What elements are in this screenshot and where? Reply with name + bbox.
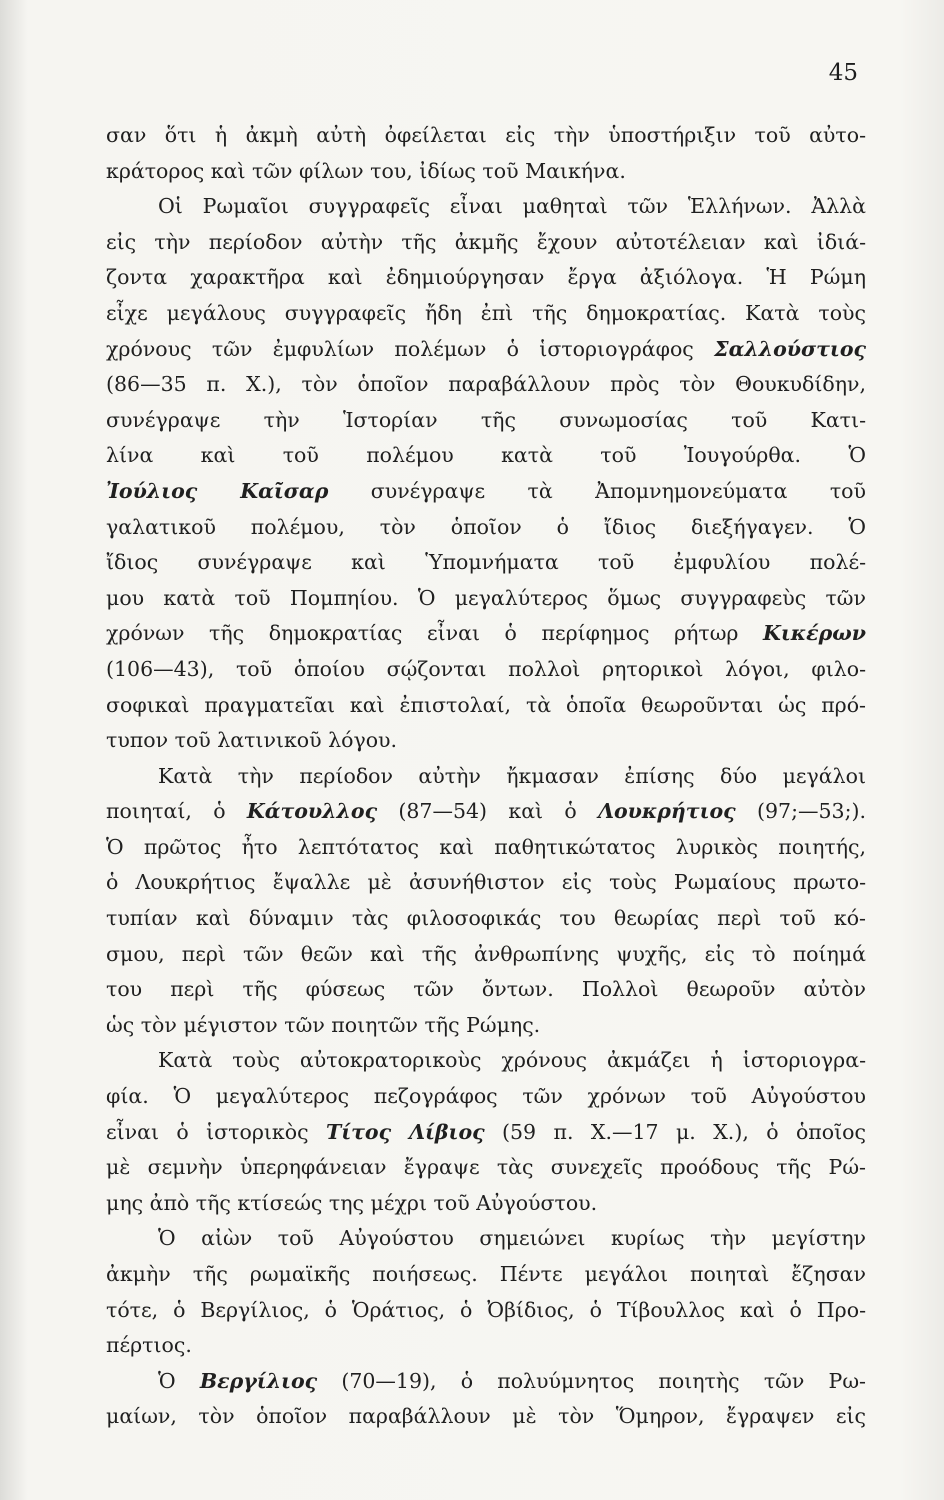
author-name: Τίτος Λίβιος (325, 1119, 485, 1144)
text-line: Ὁ πρῶτος ἦτο λεπτότατος καὶ παθητικώτατος λυρικὸς ποιητής, (106, 834, 866, 859)
text-line: τότε, ὁ Βεργίλιος, ὁ Ὁράτιος, ὁ Ὀβίδιος, ὁ Τίβουλλος καὶ ὁ Προ- (106, 1297, 866, 1322)
author-name: Κικέρων (763, 621, 866, 646)
text-line: σοφικαὶ πραγματεῖαι καὶ ἐπιστολαί, τὰ ὁποῖα θεωροῦνται ὡς πρό- (106, 692, 866, 717)
text-line: τυπίαν καὶ δύναμιν τὰς φιλοσοφικάς του θεωρίας περὶ τοῦ κό- (106, 906, 866, 931)
text-line: ὁ Λουκρήτιος ἔψαλλε μὲ ἀσυνήθιστον εἰς τοὺς Ρωμαίους πρωτο- (106, 870, 866, 895)
text-line: (86—35 π. Χ.), τὸν ὁποῖον παραβάλλουν πρὸς τὸν Θουκυδίδην, (106, 372, 866, 397)
text-line: Κατὰ τὴν περίοδον αὐτὴν ἤκμασαν ἐπίσης δύο μεγάλοι (158, 763, 866, 788)
text-line: τυπον τοῦ λατινικοῦ λόγου. (106, 728, 398, 753)
text-line: μης ἀπὸ τῆς κτίσεώς της μέχρι τοῦ Αὐγούστου. (106, 1190, 598, 1215)
text-line: μου κατὰ τοῦ Πομπηίου. Ὁ μεγαλύτερος ὅμως συγγραφεὺς τῶν (106, 585, 866, 610)
text-line: χρόνους τῶν ἐμφυλίων πολέμων ὁ ἱστοριογράφος Σαλλούστιος (106, 336, 866, 361)
text-line: μαίων, τὸν ὁποῖον παραβάλλουν μὲ τὸν Ὅμηρον, ἔγραψεν εἰς (106, 1404, 866, 1429)
text-line: λίνα καὶ τοῦ πολέμου κατὰ τοῦ Ἰουγούρθα. Ὁ (106, 443, 866, 468)
author-name: Ἰούλιος Καῖσαρ (106, 478, 329, 503)
text-line: Ἰούλιος Καῖσαρ συνέγραψε τὰ Ἀπομνημονεύματα τοῦ (106, 478, 866, 503)
text-line: ζοντα χαρακτῆρα καὶ ἐδημιούργησαν ἔργα ἀξιόλογα. Ἡ Ρώμη (106, 265, 866, 290)
author-name: Κάτουλλος (246, 799, 378, 824)
text-line: ἀκμὴν τῆς ρωμαϊκῆς ποιήσεως. Πέντε μεγάλοι ποιηταὶ ἔζησαν (106, 1262, 866, 1286)
page-number: 45 (828, 60, 858, 86)
text-line: εἶναι ὁ ἱστορικὸς Τίτος Λίβιος (59 π. Χ.—17 μ. Χ.), ὁ ὁποῖος (106, 1119, 866, 1144)
text-line: ποιηταί, ὁ Κάτουλλος (87—54) καὶ ὁ Λουκρήτιος (97;—53;). (106, 799, 866, 824)
text-line: σμου, περὶ τῶν θεῶν καὶ τῆς ἀνθρωπίνης ψυχῆς, εἰς τὸ ποίημά (106, 941, 866, 966)
text-line: φία. Ὁ μεγαλύτερος πεζογράφος τῶν χρόνων τοῦ Αὐγούστου (106, 1084, 866, 1109)
text-line: ὡς τὸν μέγιστον τῶν ποιητῶν τῆς Ρώμης. (106, 1012, 541, 1037)
text-line: (106—43), τοῦ ὁποίου σῴζονται πολλοὶ ρητορικοὶ λόγοι, φιλο- (106, 656, 866, 681)
text-line: ἴδιος συνέγραψε καὶ Ὑπομνήματα τοῦ ἐμφυλίου πολέ- (106, 550, 866, 575)
author-name: Λουκρήτιος (598, 799, 736, 824)
text-line: Κατὰ τοὺς αὐτοκρατορικοὺς χρόνους ἀκμάζει ἡ ἱστοριογρα- (158, 1048, 866, 1073)
text-line: εἰς τὴν περίοδον αὐτὴν τῆς ἀκμῆς ἔχουν αὐτοτέλειαν καὶ ἰδιά- (106, 229, 866, 254)
text-line: Ὁ Βεργίλιος (70—19), ὁ πολυύμνητος ποιητὴς τῶν Ρω- (158, 1368, 866, 1393)
text-line: Οἱ Ρωμαῖοι συγγραφεῖς εἶναι μαθηταὶ τῶν Ἑλλήνων. Ἀλλὰ (158, 194, 866, 219)
author-name: Σαλλούστιος (714, 336, 866, 361)
text-line: σαν ὅτι ἡ ἀκμὴ αὐτὴ ὀφείλεται εἰς τὴν ὑποστήριξιν τοῦ αὐτο- (106, 123, 866, 147)
text-line: πέρτιος. (106, 1333, 192, 1358)
text-line: συνέγραψε τὴν Ἱστορίαν τῆς συνωμοσίας τοῦ Κατι- (106, 407, 866, 432)
text-line: μὲ σεμνὴν ὑπερηφάνειαν ἔγραψε τὰς συνεχεῖς προόδους τῆς Ρώ- (106, 1155, 866, 1180)
text-line: Ὁ αἰὼν τοῦ Αὐγούστου σημειώνει κυρίως τὴν μεγίστην (158, 1226, 866, 1251)
text-line: του περὶ τῆς φύσεως τῶν ὄντων. Πολλοὶ θεωροῦν αὐτὸν (106, 977, 866, 1002)
text-line: κράτορος καὶ τῶν φίλων του, ἰδίως τοῦ Μαικήνα. (106, 158, 626, 183)
author-name: Βεργίλιος (199, 1368, 318, 1393)
text-line: χρόνων τῆς δημοκρατίας εἶναι ὁ περίφημος ρήτωρ Κικέρων (106, 621, 866, 646)
text-line: εἶχε μεγάλους συγγραφεῖς ἤδη ἐπὶ τῆς δημοκρατίας. Κατὰ τοὺς (106, 300, 866, 325)
body-text (106, 118, 866, 1435)
text-line: γαλατικοῦ πολέμου, τὸν ὁποῖον ὁ ἴδιος διεξήγαγεν. Ὁ (106, 514, 866, 539)
